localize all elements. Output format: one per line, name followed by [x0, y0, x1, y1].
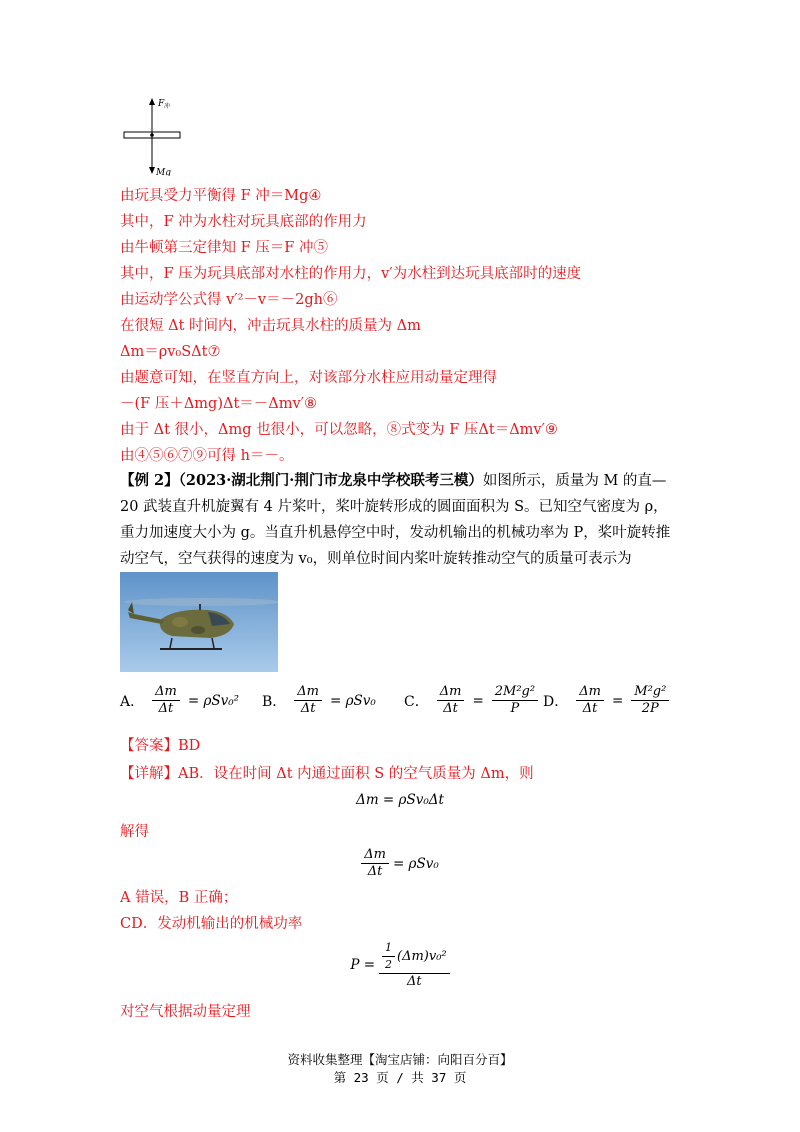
example-label: 【例 2】: [120, 472, 179, 489]
equals-sign: =: [611, 692, 624, 709]
solution-line: 由④⑤⑥⑦⑨可得 h＝－。: [120, 448, 294, 464]
fraction: $\frac{\Delta m}{\Delta t}$: [437, 684, 465, 717]
fraction: $\frac{\Delta m}{\Delta t}$: [294, 684, 322, 717]
example-text: 如图所示，质量为 M 的直—20 武装直升机旋翼有 4 片桨叶，桨叶旋转形成的圆面面积为 S。已知空气密度为 ρ，重力加速度大小为 g。当直升机悬停空中时，发动机输出的机械功率为 P，桨叶旋转推动空气，空气获得的速度为 v₀，则单位时间内桨叶旋转推动空气的质量可表示为: [120, 473, 671, 567]
solution-line: Δm＝ρv₀SΔt⑦: [120, 344, 221, 360]
fraction: $\frac{\Delta m}{\Delta t}$: [576, 684, 604, 717]
momentum-line: 对空气根据动量定理: [120, 1004, 251, 1020]
solution-line: 由题意可知，在竖直方向上，对该部分水柱应用动量定理得: [120, 370, 497, 386]
equation-3: P = $\frac{1}{2}$ (Δm)v₀² Δt: [0, 940, 800, 990]
solution-line: 由运动学公式得 v′²－v＝－2gh⑥: [120, 292, 338, 308]
force-f-label: F: [158, 99, 165, 109]
detail-intro: 【详解】AB．设在时间 Δt 内通过面积 S 的空气质量为 Δm，则: [120, 766, 534, 782]
answer-line: 【答案】BD: [120, 738, 201, 754]
option-letter: D．: [543, 693, 569, 710]
option-d[interactable]: [543, 684, 669, 717]
solution-line: －(F 压＋Δmg)Δt＝－Δmv′⑧: [120, 396, 317, 412]
option-rhs: = ρSv₀²: [187, 692, 240, 709]
option-letter: A．: [120, 693, 145, 710]
solution-line: 由玩具受力平衡得 F 冲＝Mg④: [120, 188, 322, 204]
solve-label: 解得: [120, 824, 149, 840]
solution-line: 由于 Δt 很小，Δmg 也很小，可以忽略，⑧式变为 F 压Δt＝Δmv′⑨: [120, 422, 558, 438]
equation-2: $\frac{\Delta m}{\Delta t}$ = ρSv₀: [0, 846, 800, 880]
gravity-label: Mg: [156, 168, 171, 176]
option-letter: C．: [404, 693, 429, 710]
cd-line: CD．发动机输出的机械功率: [120, 916, 303, 932]
option-b[interactable]: [262, 684, 376, 717]
equation-1: Δm = ρSv₀Δt: [356, 792, 444, 808]
fraction: $\frac{\Delta m}{\Delta t}$: [361, 847, 389, 880]
page-number: 第 23 页 / 共 37 页: [333, 1070, 467, 1085]
helicopter-photo: [120, 572, 278, 672]
option-a[interactable]: [120, 684, 239, 717]
example-source: （2023·湖北荆门·荆门市龙泉中学校联考三模）: [178, 472, 483, 489]
fraction: $\frac{\text{2M²g²}}{P}$: [492, 684, 538, 717]
option-letter: B．: [262, 693, 287, 710]
force-diagram: [118, 96, 198, 176]
fraction: $\frac{1}{2}$ (Δm)v₀² Δt: [379, 940, 450, 990]
solution-line: 其中，F 压为玩具底部对水柱的作用力，v′为水柱到达玩具底部时的速度: [120, 266, 582, 282]
footer-source: 资料收集整理【淘宝店铺：向阳百分百】: [287, 1052, 513, 1067]
fraction: $\frac{\Delta m}{\Delta t}$: [152, 684, 180, 717]
solution-line: 由牛顿第三定律知 F 压＝F 冲⑤: [120, 240, 328, 256]
judgement-line: A 错误，B 正确；: [120, 890, 238, 906]
option-c[interactable]: [404, 684, 538, 717]
equals-sign: =: [472, 692, 484, 709]
fraction: $\frac{\text{M²g²}}{2P}$: [631, 684, 669, 717]
option-rhs: = ρSv₀: [330, 692, 376, 709]
solution-line: 在很短 Δt 时间内，冲击玩具水柱的质量为 Δm: [120, 318, 421, 334]
solution-line: 其中，F 冲为水柱对玩具底部的作用力: [120, 214, 367, 230]
force-f-sub: 冲: [164, 103, 171, 110]
